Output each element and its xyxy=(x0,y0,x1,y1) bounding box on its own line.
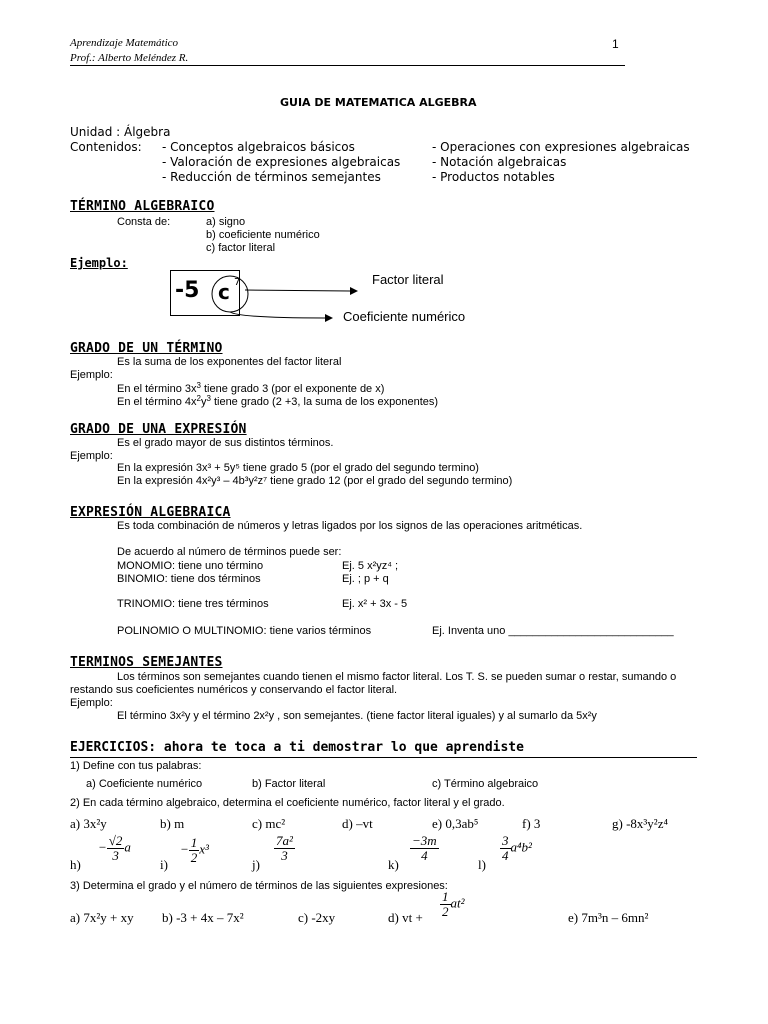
q2-d: d) –vt xyxy=(342,816,373,831)
term-exponent: 7 xyxy=(234,277,241,288)
q2-l-expr: $\frac{3}{4}$ a⁴b² xyxy=(502,833,532,863)
contents-right-2: - Notación algebraicas xyxy=(432,155,567,169)
polinomio-example: Ej. Inventa uno ___________________________ xyxy=(432,625,674,637)
q2-f: f) 3 xyxy=(522,816,541,831)
arrow-coef-head xyxy=(325,314,333,322)
contents-left-1: - Conceptos algebraicos básicos xyxy=(162,140,355,154)
arrow-coef-line xyxy=(230,312,325,318)
coeficiente-numerico-label: Coeficiente numérico xyxy=(343,309,466,324)
header-subject: Aprendizaje Matemático xyxy=(70,37,179,49)
q3-b: b) -3 + 4x – 7x² xyxy=(162,910,244,925)
heading-termino-algebraico: TÉRMINO ALGEBRAICO xyxy=(70,199,215,214)
header-rule xyxy=(70,65,625,66)
grado-expresion-desc: Es el grado mayor de sus distintos términos. xyxy=(117,437,334,449)
q2-i-expr: − $\frac{1}{2}$ x³ xyxy=(180,835,209,865)
monomio-example: Ej. 5 x²yz⁴ ; xyxy=(342,560,399,572)
ejemplo-label: Ejemplo: xyxy=(70,256,128,270)
contents-right-3: - Productos notables xyxy=(432,170,555,184)
term-variable: c xyxy=(218,280,230,304)
monomio-name: MONOMIO: tiene uno término xyxy=(117,560,264,572)
trinomio-name: TRINOMIO: tiene tres términos xyxy=(117,598,269,610)
heading-terminos-semejantes: TERMINOS SEMEJANTES xyxy=(70,655,223,670)
q3-a: a) 7x²y + xy xyxy=(70,910,134,925)
contents-label: Contenidos: xyxy=(70,140,142,154)
binomio-example: Ej. ; p + q xyxy=(342,573,389,585)
page-title: GUIA DE MATEMATICA ALGEBRA xyxy=(280,96,477,109)
heading-grado-termino: GRADO DE UN TÉRMINO xyxy=(70,341,223,356)
q2-text: 2) En cada término algebraico, determina el coeficiente numérico, factor literal y el grado. xyxy=(70,797,505,809)
consta-item-a: a) signo xyxy=(206,216,246,228)
q2-g: g) -8x³y²z⁴ xyxy=(612,816,669,831)
contents-left-3: - Reducción de términos semejantes xyxy=(162,170,381,184)
grado-termino-ex2: En el término $4x^2y^3$ tiene grado (2 +3, la suma de los exponentes) xyxy=(117,394,439,408)
semejantes-ejemplo: Ejemplo: xyxy=(70,697,113,709)
ejercicios-rule xyxy=(70,757,697,758)
expresion-intro: De acuerdo al número de términos puede ser: xyxy=(117,546,342,558)
consta-item-c: c) factor literal xyxy=(206,242,276,254)
expresion-desc: Es toda combinación de números y letras ligados por los signos de las operaciones aritméticas. xyxy=(117,520,583,532)
q2-c: c) mc² xyxy=(252,816,286,831)
arrow-factor-head xyxy=(350,287,358,295)
semejantes-ex: El término 3x²y y el término 2x²y , son semejantes. (tiene factor literal iguales) y al sumarlo da 5x²y xyxy=(117,710,597,722)
semejantes-desc-2: restando sus coeficientes numéricos y conservando el factor literal. xyxy=(70,684,398,696)
q1-item-c: c) Término algebraico xyxy=(432,778,539,790)
q2-j-label: j) xyxy=(252,857,260,872)
q2-l-label: l) xyxy=(478,857,486,872)
q3-c: c) -2xy xyxy=(298,910,336,925)
q2-b: b) m xyxy=(160,816,185,831)
q3-d: d) vt + xyxy=(388,910,423,925)
consta-item-b: b) coeficiente numérico xyxy=(206,229,320,241)
polinomio-name: POLINOMIO O MULTINOMIO: tiene varios términos xyxy=(117,625,372,637)
unit-value: Álgebra xyxy=(124,125,171,139)
q2-k-expr: $\frac{-3m}{4}$ xyxy=(412,833,437,863)
q2-i-label: i) xyxy=(160,857,168,872)
grado-termino-ejemplo: Ejemplo: xyxy=(70,369,113,381)
contents-right-1: - Operaciones con expresiones algebraicas xyxy=(432,140,690,154)
unit-line xyxy=(70,125,170,139)
q2-a: a) 3x²y xyxy=(70,816,107,831)
q3-d-fraction: $\frac{1}{2}$ at² xyxy=(442,889,465,919)
heading-ejercicios: EJERCICIOS: ahora te toca a ti demostrar lo que aprendiste xyxy=(70,740,524,755)
header-author: Prof.: Alberto Meléndez R. xyxy=(70,52,189,64)
grado-termino-ex1: En el término $3x^3$ tiene grado 3 (por el exponente de x) xyxy=(117,381,385,395)
q2-h-label: h) xyxy=(70,857,81,872)
q1-text: 1) Define con tus palabras: xyxy=(70,760,202,772)
heading-grado-expresion: GRADO DE UNA EXPRESIÓN xyxy=(70,422,247,437)
q3-e: e) 7m³n – 6mn² xyxy=(568,910,649,925)
q1-item-b: b) Factor literal xyxy=(252,778,326,790)
heading-expresion-algebraica: EXPRESIÓN ALGEBRAICA xyxy=(70,505,231,520)
page-number: 1 xyxy=(612,37,619,51)
binomio-name: BINOMIO: tiene dos términos xyxy=(117,573,261,585)
contents-left-2: - Valoración de expresiones algebraicas xyxy=(162,155,401,169)
grado-expresion-ex1: En la expresión 3x³ + 5y⁵ tiene grado 5 (por el grado del segundo termino) xyxy=(117,462,479,474)
q2-h-expr: − $\frac{√2}{3}$ a xyxy=(98,833,131,863)
q2-j-expr: $\frac{\text{7a²}}{3}$ xyxy=(276,833,293,863)
unit-label: Unidad : xyxy=(70,125,121,139)
semejantes-desc-1: Los términos son semejantes cuando tienen el mismo factor literal. Los T. S. se pueden sumar o restar, sumando o xyxy=(117,671,677,683)
consta-label: Consta de: xyxy=(117,216,171,228)
arrow-factor-line xyxy=(245,290,350,291)
grado-expresion-ex2: En la expresión 4x²y³ – 4b³y²z⁷ tiene grado 12 (por el grado del segundo termino) xyxy=(117,475,513,487)
factor-literal-label: Factor literal xyxy=(372,272,444,287)
term-coefficient: -5 xyxy=(175,278,200,303)
q3-text: 3) Determina el grado y el número de términos de las siguientes expresiones: xyxy=(70,880,448,892)
grado-termino-desc: Es la suma de los exponentes del factor literal xyxy=(117,356,342,368)
q2-k-label: k) xyxy=(388,857,399,872)
trinomio-example: Ej. x² + 3x - 5 xyxy=(342,598,408,610)
grado-expresion-ejemplo: Ejemplo: xyxy=(70,450,113,462)
q2-e: e) 0,3ab⁵ xyxy=(432,816,479,831)
q1-item-a: a) Coeficiente numérico xyxy=(86,778,203,790)
